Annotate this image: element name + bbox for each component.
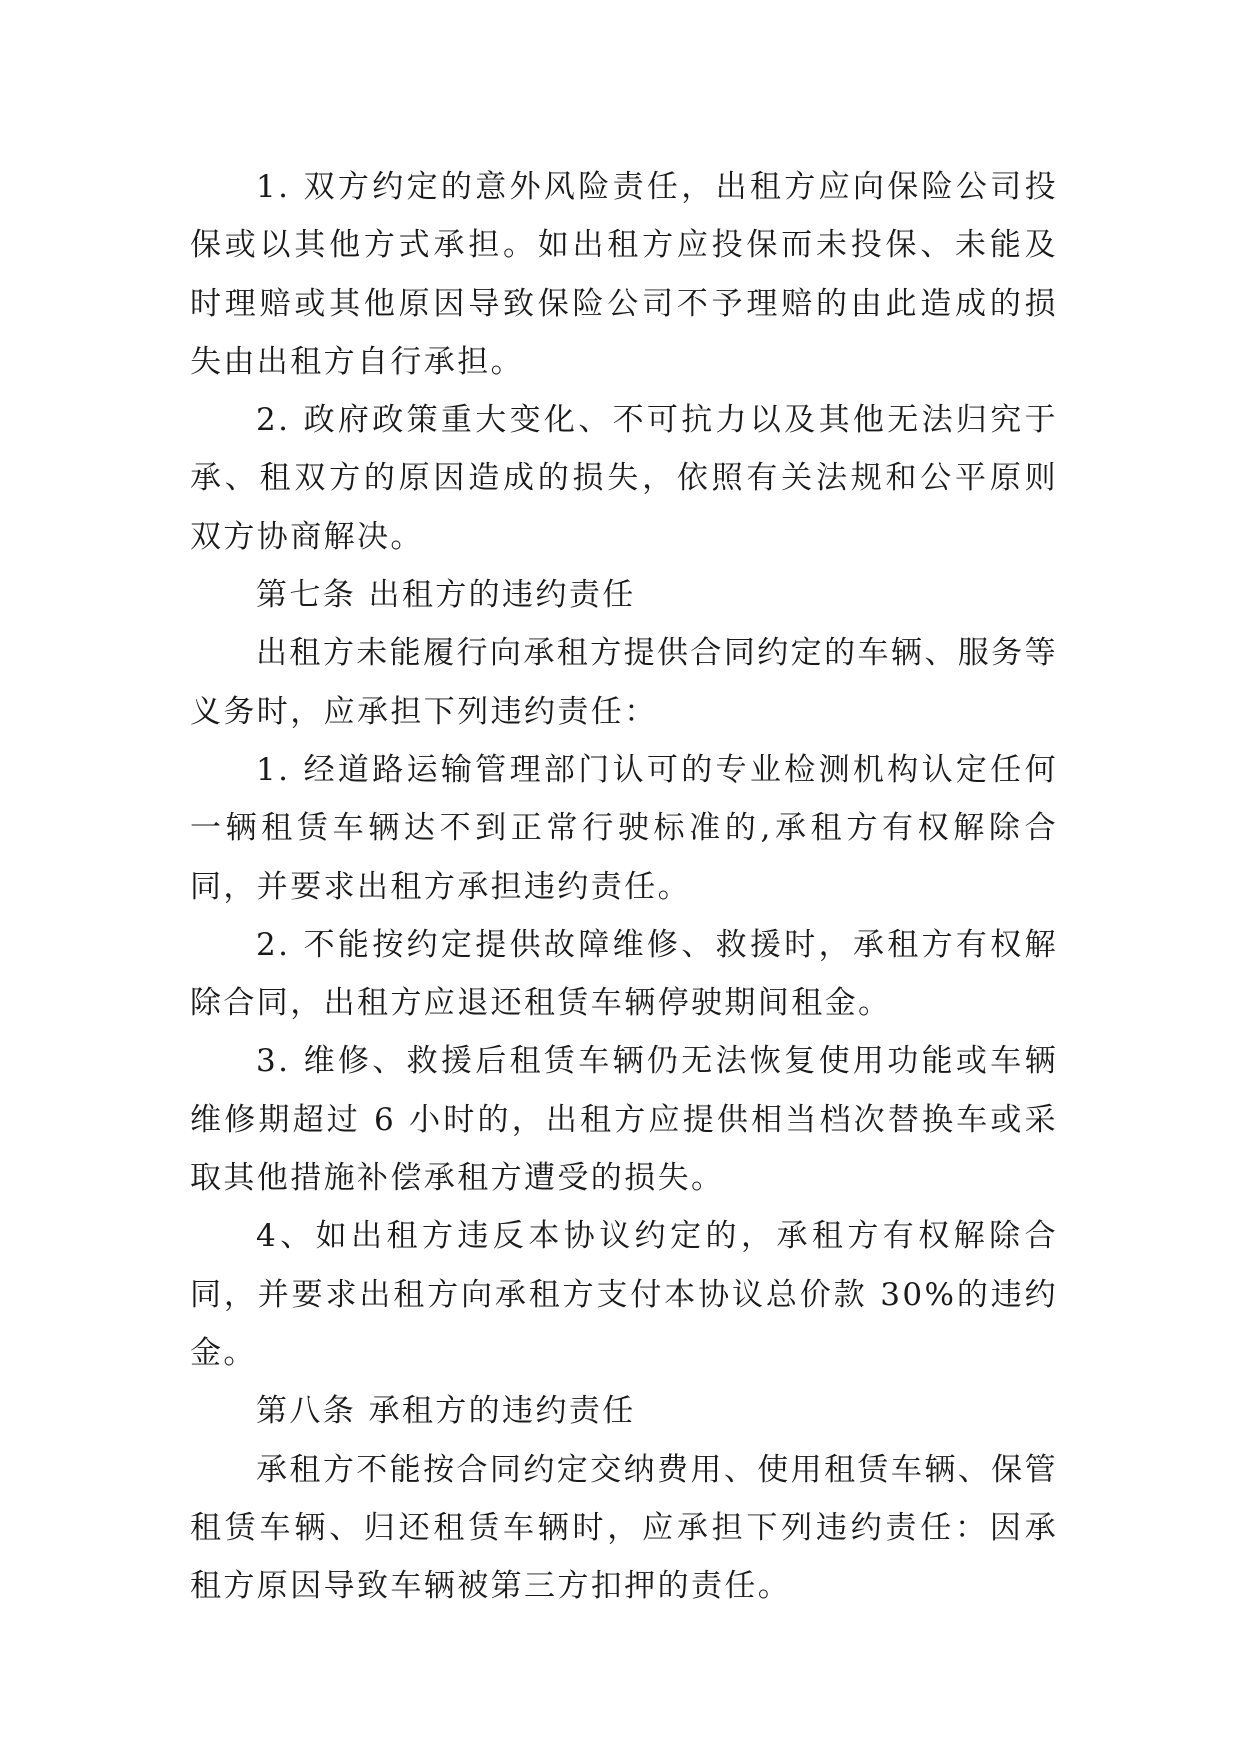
paragraph-lessee-obligations: 承租方不能按合同约定交纳费用、使用租赁车辆、保管租赁车辆、归还租赁车辆时，应承担下列违约责任：因承租方原因导致车辆被第三方扣押的责任。 — [190, 1451, 1058, 1605]
article-8-heading: 第八条 承租方的违约责任 — [256, 1393, 636, 1430]
paragraph-replacement-vehicle: 3. 维修、救援后租赁车辆仍无法恢复使用功能或车辆维修期超过 6 小时的，出租方应提供相当档次替换车或采取其他措施补偿承租方遭受的损失。 — [190, 1043, 1058, 1197]
paragraph-force-majeure: 2. 政府政策重大变化、不可抗力以及其他无法归究于承、租双方的原因造成的损失，依照有关法规和公平原则双方协商解决。 — [190, 402, 1058, 555]
document-body — [190, 158, 1058, 1615]
article-7-heading: 第七条 出租方的违约责任 — [256, 577, 636, 614]
paragraph-insurance-liability: 1. 双方约定的意外风险责任，出租方应向保险公司投保或以其他方式承担。如出租方应投保而未投保、未能及时理赔或其他原因导致保险公司不予理赔的由此造成的损失由出租方自行承担。 — [190, 169, 1058, 380]
paragraph-lessor-obligations: 出租方未能履行向承租方提供合同约定的车辆、服务等义务时，应承担下列违约责任： — [190, 635, 1058, 730]
paragraph-vehicle-standard: 1. 经道路运输管理部门认可的专业检测机构认定任何一辆租赁车辆达不到正常行驶标准的,承租方有权解除合同，并要求出租方承担违约责任。 — [190, 751, 1058, 905]
paragraph-penalty: 4、如出租方违反本协议约定的，承租方有权解除合同，并要求出租方向承租方支付本协议总价款 30%的违约金。 — [190, 1218, 1058, 1371]
paragraph-repair-rescue: 2. 不能按约定提供故障维修、救援时，承租方有权解除合同，出租方应退还租赁车辆停驶期间租金。 — [190, 926, 1058, 1022]
